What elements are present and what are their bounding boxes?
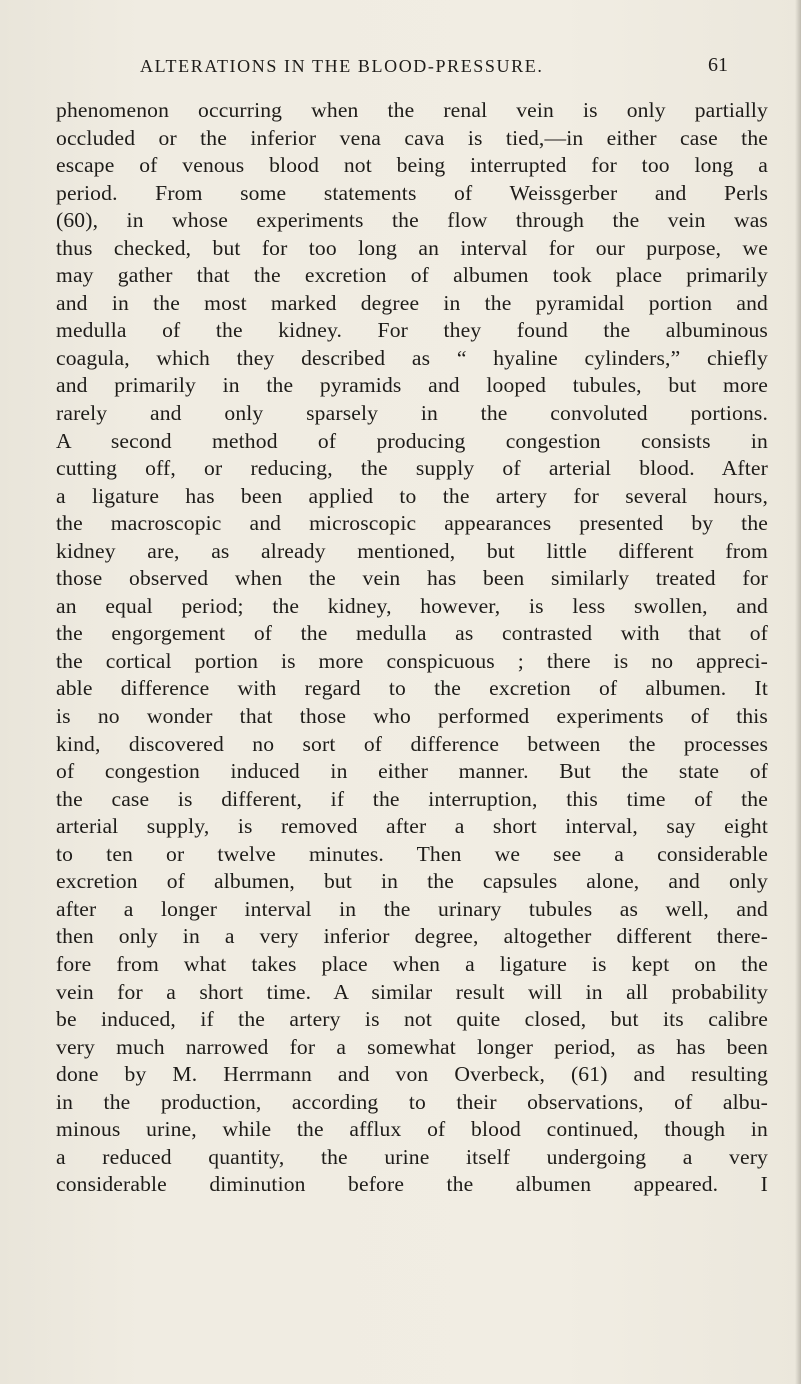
text-line: very much narrowed for a somewhat longer period, as has been xyxy=(56,1034,768,1059)
text-line: those observed when the vein has been similarly treated for xyxy=(56,566,768,591)
text-line: excretion of albumen, but in the capsules alone, and only xyxy=(56,869,768,894)
text-line: medulla of the kidney. For they found the albuminous xyxy=(56,318,768,343)
page-header xyxy=(140,54,728,84)
text-line: a ligature has been applied to the artery for several hours, xyxy=(56,483,768,508)
text-line: the macroscopic and microscopic appearances presented by the xyxy=(56,511,768,536)
text-line: the case is different, if the interruption, this time of the xyxy=(56,786,768,811)
text-line: thus checked, but for too long an interval for our purpose, we xyxy=(56,235,768,260)
text-line: the engorgement of the medulla as contrasted with that of xyxy=(56,621,768,646)
text-line: arterial supply, is removed after a short interval, say eight xyxy=(56,814,768,839)
running-head: ALTERATIONS IN THE BLOOD-PRESSURE. xyxy=(140,56,544,76)
text-line: an equal period; the kidney, however, is less swollen, and xyxy=(56,593,768,618)
text-line: then only in a very inferior degree, altogether different there- xyxy=(56,924,768,949)
text-line: to ten or twelve minutes. Then we see a considerable xyxy=(56,841,768,866)
text-line: coagula, which they described as “ hyaline cylinders,” chiefly xyxy=(56,345,768,370)
text-line: period. From some statements of Weissgerber and Perls xyxy=(56,180,768,205)
text-line: after a longer interval in the urinary tubules as well, and xyxy=(56,896,768,921)
text-line: fore from what takes place when a ligature is kept on the xyxy=(56,951,768,976)
text-line: the cortical portion is more conspicuous ; there is no appreci- xyxy=(56,648,768,673)
text-line: be induced, if the artery is not quite closed, but its calibre xyxy=(56,1007,768,1032)
text-line: of congestion induced in either manner. But the state of xyxy=(56,759,768,784)
text-line: phenomenon occurring when the renal vein is only partially xyxy=(56,98,768,122)
text-line: cutting off, or reducing, the supply of arterial blood. After xyxy=(56,456,768,481)
text-line: and primarily in the pyramids and looped tubules, but more xyxy=(56,373,768,398)
text-line: considerable diminution before the albumen appeared. I xyxy=(56,1172,768,1197)
text-line: a reduced quantity, the urine itself undergoing a very xyxy=(56,1144,768,1169)
text-line: able difference with regard to the excretion of albumen. It xyxy=(56,676,768,701)
text-line: vein for a short time. A similar result will in all probability xyxy=(56,979,768,1004)
text-line: A second method of producing congestion consists in xyxy=(56,428,768,453)
text-line: in the production, according to their observations, of albu- xyxy=(56,1089,768,1114)
text-line: minous urine, while the afflux of blood continued, though in xyxy=(56,1117,768,1142)
text-line: (60), in whose experiments the flow through the vein was xyxy=(56,208,768,233)
text-line: kind, discovered no sort of difference between the processes xyxy=(56,731,768,756)
text-line: is no wonder that those who performed experiments of this xyxy=(56,704,768,729)
text-line: and in the most marked degree in the pyramidal portion and xyxy=(56,290,768,315)
text-line: rarely and only sparsely in the convoluted portions. xyxy=(56,401,768,426)
page-edge-shadow xyxy=(795,0,801,1384)
text-line: occluded or the inferior vena cava is tied,—in either case the xyxy=(56,125,768,150)
text-line: may gather that the excretion of albumen took place primarily xyxy=(56,263,768,288)
text-line: kidney are, as already mentioned, but little different from xyxy=(56,538,768,563)
page-number: 61 xyxy=(708,54,728,76)
text-line: escape of venous blood not being interrupted for too long a xyxy=(56,153,768,178)
text-line: done by M. Herrmann and von Overbeck, (61) and resulting xyxy=(56,1062,768,1087)
body-text xyxy=(56,97,768,1199)
